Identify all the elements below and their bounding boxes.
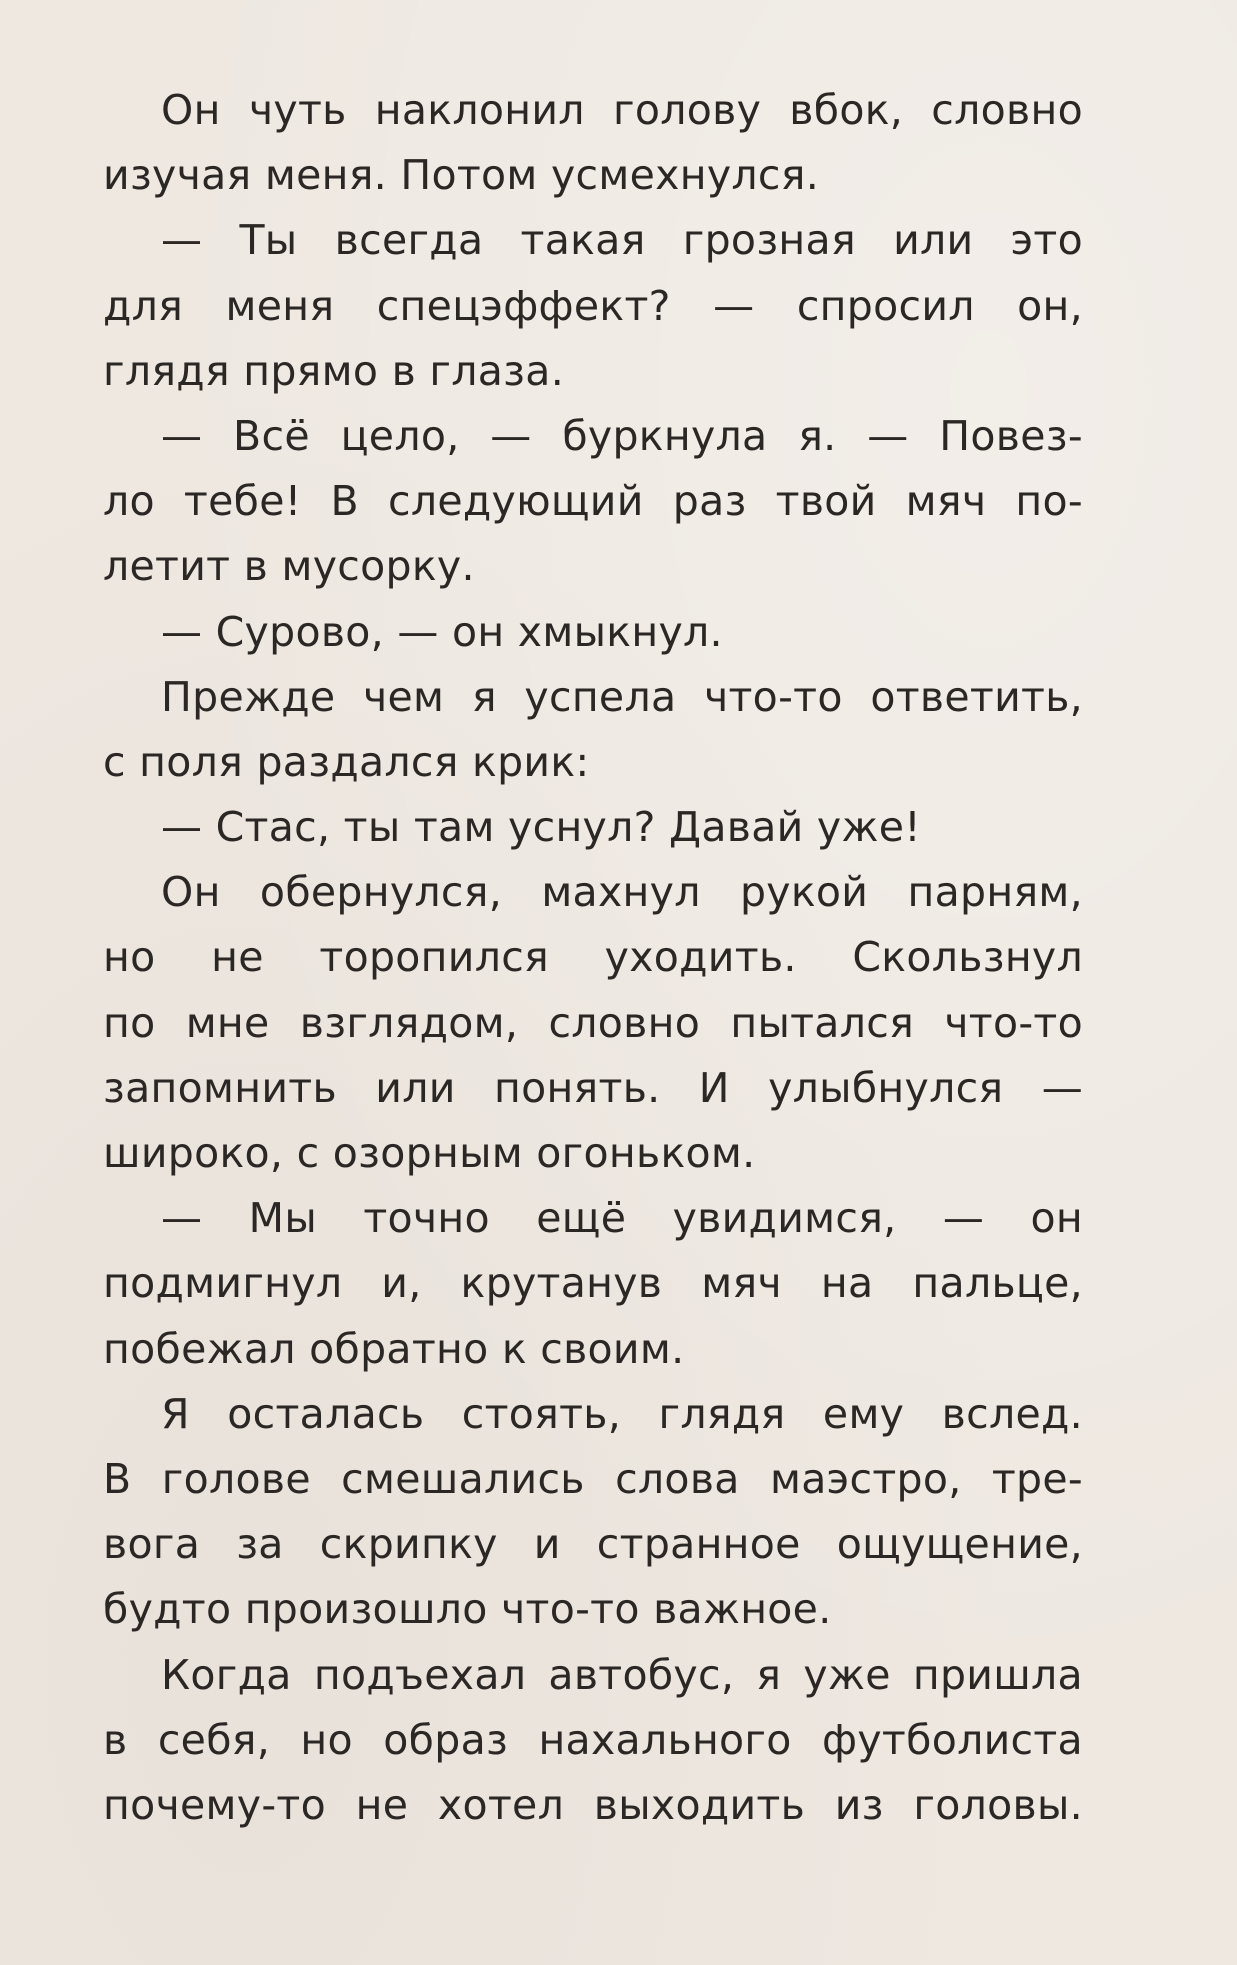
text-line: Он обернулся, махнул рукой парням,	[161, 868, 1083, 917]
text-line: — Стас, ты там уснул? Давай уже!	[161, 803, 921, 852]
text-line: с поля раздался крик:	[103, 737, 590, 786]
text-line: по мне взглядом, словно пытался что-то	[103, 998, 1083, 1047]
text-line: почему-то не хотел выходить из головы.	[103, 1780, 1083, 1829]
text-line: летит в мусорку.	[103, 542, 475, 591]
text-line: — Всё цело, — буркнула я. — Повез-	[161, 411, 1083, 460]
text-line: изучая меня. Потом усмехнулся.	[103, 151, 820, 200]
text-line: но не торопился уходить. Скользнул	[103, 933, 1083, 982]
text-line: в себя, но образ нахального футболиста	[103, 1715, 1083, 1764]
text-line: вога за скрипку и странное ощущение,	[103, 1520, 1083, 1569]
text-line: побежал обратно к своим.	[103, 1324, 685, 1373]
text-line: Он чуть наклонил голову вбок, словно	[161, 86, 1083, 134]
text-line: Я осталась стоять, глядя ему вслед.	[161, 1389, 1083, 1438]
text-line: — Сурово, — он хмыкнул.	[161, 607, 723, 656]
text-line: Прежде чем я успела что-то ответить,	[161, 672, 1083, 721]
text-line: подмигнул и, крутанув мяч на пальце,	[103, 1259, 1083, 1308]
text-line: запомнить или понять. И улыбнулся —	[103, 1063, 1083, 1112]
text-line: В голове смешались слова маэстро, тре-	[103, 1454, 1083, 1503]
text-line: ло тебе! В следующий раз твой мяч по-	[103, 477, 1083, 526]
text-line: Когда подъехал автобус, я уже пришла	[161, 1650, 1083, 1699]
page-text	[103, 78, 1083, 1838]
text-line: — Ты всегда такая грозная или это	[161, 216, 1083, 265]
text-line: будто произошло что-то важное.	[103, 1585, 832, 1634]
text-line: — Мы точно ещё увидимся, — он	[161, 1194, 1083, 1243]
text-line: для меня спецэффект? — спросил он,	[103, 281, 1083, 330]
text-line: глядя прямо в глаза.	[103, 346, 565, 395]
text-line: широко, с озорным огоньком.	[103, 1129, 756, 1177]
